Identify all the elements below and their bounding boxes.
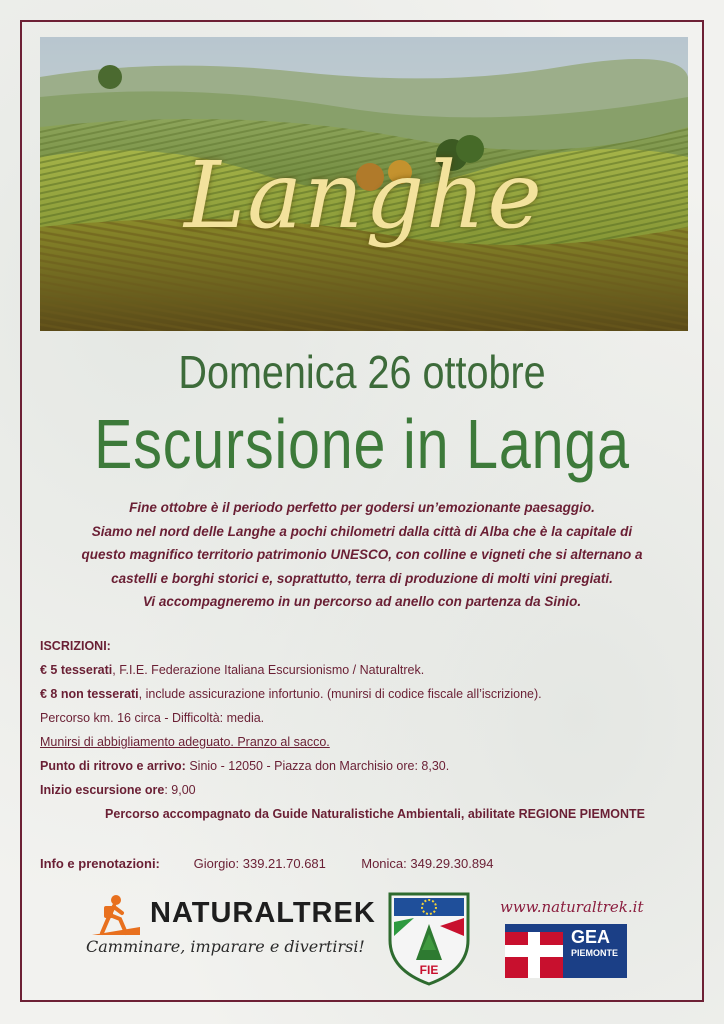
piemonte-flag [505,924,563,978]
contact-label: Info e prenotazioni: [40,856,160,871]
start-time [40,778,680,802]
equipment-note: Munirsi di abbigliamento adeguato. Pranzo al sacco. [40,735,330,749]
website-link[interactable]: www.naturaltrek.it [500,898,644,916]
event-headline: Escursione in Langa [94,405,630,483]
intro-line: questo magnifico territorio patrimonio UNESCO, con colline e vigneti che si alternano a [81,547,643,562]
guides-note: Percorso accompagnato da Guide Naturalistiche Ambientali, abilitate REGIONE PIEMONTE [105,807,645,821]
meeting-point-label: Punto di ritrovo e arrivo: [40,759,186,773]
intro-line: castelli e borghi storici e, soprattutto, terra di produzione di molti vini pregiati. [111,570,613,586]
gea-panel [563,924,627,978]
event-details [40,634,680,826]
price-non-members-text: , include assicurazione infortunio. (munirsi di codice fiscale all’iscrizione). [138,687,542,701]
gea-name: GEA [571,927,611,947]
price-non-members [40,682,680,706]
hiker-icon [90,893,142,937]
naturaltrek-name: NATURALTREK [150,897,376,929]
price-members-amount: € 5 tesserati [40,663,113,677]
contact-info [40,856,494,871]
intro-line: Vi accompagneremo in un percorso ad anello con partenza da Sinio. [142,594,582,609]
start-time-label: Inizio escursione ore [40,783,165,797]
price-members-text: , F.I.E. Federazione Italiana Escursionismo / Naturaltrek. [112,663,425,677]
route-info: Percorso km. 16 circa - Difficoltà: media. [40,711,265,725]
naturaltrek-tagline: Camminare, imparare e divertirsi! [86,937,365,956]
meeting-point [40,754,680,778]
fie-shield-logo [386,890,472,986]
gea-piemonte-logo [505,924,627,978]
price-members [40,658,680,682]
fie-label: FIE [419,963,439,977]
intro-paragraph [70,496,654,614]
start-time-value: : 9,00 [164,783,196,797]
vineyard-hero-image [40,37,688,331]
naturaltrek-logo [86,893,376,963]
contact-giorgio: Giorgio: 339.21.70.681 [193,856,326,871]
meeting-point-value: Sinio - 12050 - Piazza don Marchisio ore: 8,30. [185,759,450,773]
price-non-members-amount: € 8 non tesserati [40,687,139,701]
intro-line: Fine ottobre è il periodo perfetto per godersi un’emozionante paesaggio. [129,500,595,515]
intro-line: Siamo nel nord delle Langhe a pochi chilometri dalla città di Alba che è la capitale di [91,523,633,539]
contact-monica: Monica: 349.29.30.894 [361,856,494,871]
event-date: Domenica 26 ottobre [178,346,546,398]
registration-label: ISCRIZIONI: [40,639,111,653]
langhe-script-title: Langhe [184,142,544,249]
gea-region: PIEMONTE [571,948,619,958]
